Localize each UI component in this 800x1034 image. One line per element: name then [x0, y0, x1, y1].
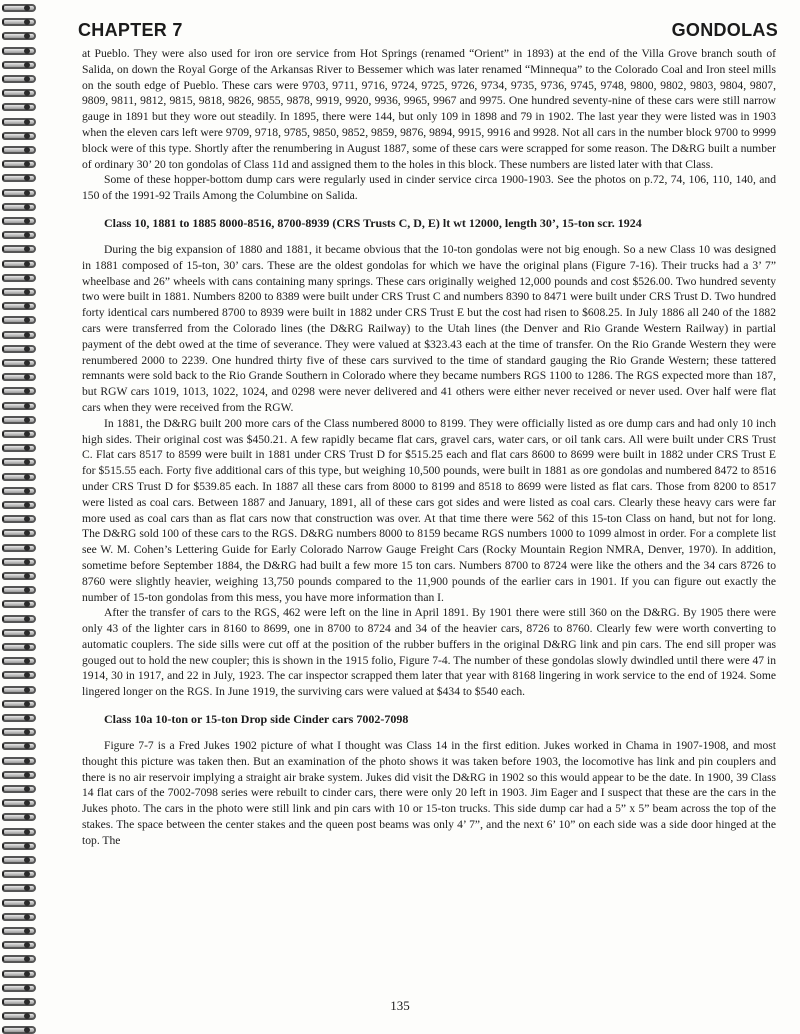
- binding-ring: [2, 274, 38, 283]
- binding-ring: [2, 331, 38, 340]
- binding-ring: [2, 387, 38, 396]
- binding-ring: [2, 444, 38, 453]
- binding-ring: [2, 572, 38, 581]
- binding-ring: [2, 529, 38, 538]
- binding-ring: [2, 75, 38, 84]
- binding-ring: [2, 870, 38, 879]
- binding-ring: [2, 231, 38, 240]
- binding-ring: [2, 32, 38, 41]
- binding-ring: [2, 217, 38, 226]
- binding-ring: [2, 515, 38, 524]
- binding-ring: [2, 757, 38, 766]
- section-heading: Class 10, 1881 to 1885 8000-8516, 8700-8939 (CRS Trusts C, D, E) lt wt 12000, length 30’, 15-ton scr. 1924: [104, 215, 642, 230]
- binding-ring: [2, 302, 38, 311]
- binding-ring: [2, 473, 38, 482]
- binding-ring: [2, 671, 38, 680]
- binding-ring: [2, 458, 38, 467]
- binding-ring: [2, 146, 38, 155]
- binding-ring: [2, 686, 38, 695]
- binding-ring: [2, 288, 38, 297]
- binding-ring: [2, 103, 38, 112]
- binding-ring: [2, 260, 38, 269]
- chapter-title: GONDOLAS: [671, 20, 778, 40]
- binding-ring: [2, 629, 38, 638]
- binding-ring: [2, 316, 38, 325]
- binding-ring: [2, 487, 38, 496]
- binding-ring: [2, 700, 38, 709]
- binding-ring: [2, 714, 38, 723]
- binding-ring: [2, 785, 38, 794]
- binding-ring: [2, 615, 38, 624]
- binding-ring: [2, 160, 38, 169]
- binding-ring: [2, 501, 38, 510]
- paragraph: Figure 7-7 is a Fred Jukes 1902 picture of what I thought was Class 14 in the first edition. Jukes worked in Chama in 1907-1908, and most thought this picture was taken then. But an examination of the photo shows it was taken before 1903, the locomotive has link and pin couplers and there is no air reservoir implying a straight air brake system. Jukes did visit the D&RG in 1902 so this would appear to be the date. In 1900, 39 Class 14 flat cars of the 7002-7098 series were rebuilt to cinder cars, there were only 20 left in 1903. Jim Eager and I suspect that these are the cars in the Jukes photo. The cars in the photo were still link and pin cars with 10 or 15-ton trucks. This side dump car had a 5” x 5” beam across the top of the stakes. The space between the center stakes and the queen post beams was only 4’ 7”, and the next 6’ 10” on each side was a side door hinged at the top. The: [82, 739, 776, 847]
- spiral-binding: [0, 0, 42, 1034]
- binding-ring: [2, 799, 38, 808]
- binding-ring: [2, 970, 38, 979]
- paragraph: During the big expansion of 1880 and 1881, it became obvious that the 10-ton gondolas were not big enough. So a new Class 10 was designed in 1881 composed of 15-ton, 30’ cars. These are the oldest gondolas for which we have the original plans (Figure 7-16). Their trucks had a 3’ 7” wheelbase and 26” wheels with cans containing many springs. These cars originally weighed 12,000 pounds and cost $526.00. Two hundred seventy two were built in 1881. Numbers 8200 to 8389 were built under CRS Trust C and numbers 8390 to 8471 were built under CRS Trust D. Two hundred forty identical cars numbered 8700 to 8939 were built in 1882 under CRS Trust E but the cost had risen to $608.25. In July 1886 all 240 of the 1882 cars were transferred from the Colorado lines (the D&RG Railway) to the Utah lines (the Denver and Rio Grande Western Railway) in partial payment of the debt owed at the time of severance. They were valued at $323.43 each at the time of transfer. On the Rio Grande Western they were renumbered 2000 to 2239. One hundred thirty five of these cars survived to the time of standard gauging the Rio Grande Western; these tattered remnants were sold back to the Rio Grande Southern in Colorado where they became numbers RGS 1100 to 1286. The RGS expected more than 187, but RGW cars 1019, 1013, 1022, 1024, and 0298 were never delivered and 41 others were either never received or never used. Over half were flat cars when they were received from the RGW.: [82, 242, 776, 414]
- binding-ring: [2, 728, 38, 737]
- binding-ring: [2, 955, 38, 964]
- page-header: [78, 20, 778, 46]
- binding-ring: [2, 941, 38, 950]
- binding-ring: [2, 345, 38, 354]
- binding-ring: [2, 884, 38, 893]
- binding-ring: [2, 132, 38, 141]
- paragraph: In 1881, the D&RG built 200 more cars of the Class numbered 8000 to 8199. They were officially listed as ore dump cars and had only 10 inch high sides. Their original cost was $450.21. A few rapidly became flat cars, gravel cars, water cars, or oil tank cars. All were built under CRS Trust C. Flat cars 8517 to 8599 were built in 1881 under CRS Trust D for $515.25 each and flat cars 8600 to 8699 were built in 1882 under CRS Trust E for $515.55 each. Forty five additional cars of this type, but weighing 10,500 pounds, were built in 1881 as ore gondolas and numbered 8472 to 8516 under CRS Trust D for $539.85 each. In 1887 all these cars from 8000 to 8199 and 8518 to 8699 were listed as flat cars. Those from 8200 to 8517 were listed as coal cars. Between 1887 and January, 1891, all of these cars got sides and were listed as coal cars. Clearly these heavy cars were far more used as coal cars than as flat cars now that construction was over. At that time there were 562 of this 15-ton Class on hand, but not for long. The D&RG sold 100 of these cars to the RGS. D&RG numbers 8000 to 8159 became RGS numbers 1000 to 1099 almost in order. For a complete list see W. M. Cohen’s Lettering Guide for Early Colorado Narrow Gauge Freight Cars (Rocky Mountain Region NMRA, Denver, 1970). In addition, sometime before September 1884, the D&RG had built a few more 15 ton cars. Numbers 8700 to 8724 were like the others and the 34 cars 8726 to 8760 were slightly heavier, weighing 13,750 pounds compared to the 11,900 pounds of the earlier cars in 1901. If you can figure out exactly the number of 15-ton gondolas from this mess, you have more information than I.: [82, 416, 776, 604]
- binding-ring: [2, 828, 38, 837]
- binding-ring: [2, 927, 38, 936]
- binding-ring: [2, 359, 38, 368]
- binding-ring: [2, 47, 38, 56]
- binding-ring: [2, 18, 38, 27]
- binding-ring: [2, 600, 38, 609]
- binding-ring: [2, 203, 38, 212]
- paragraph: Some of these hopper-bottom dump cars were regularly used in cinder service circa 1900-1903. See the photos on p.72, 74, 106, 110, 140, and 150 of the 1991-92 Trails Among the Columbine on Salida.: [82, 173, 776, 203]
- binding-ring: [2, 813, 38, 822]
- binding-ring: [2, 544, 38, 553]
- chapter-label: CHAPTER 7: [78, 20, 183, 40]
- binding-ring: [2, 245, 38, 254]
- binding-ring: [2, 842, 38, 851]
- binding-ring: [2, 913, 38, 922]
- binding-ring: [2, 430, 38, 439]
- binding-ring: [2, 558, 38, 567]
- binding-ring: [2, 118, 38, 127]
- binding-ring: [2, 416, 38, 425]
- document-page: [78, 20, 778, 849]
- page-body: [82, 46, 776, 849]
- binding-ring: [2, 586, 38, 595]
- binding-ring: [2, 61, 38, 70]
- binding-ring: [2, 4, 38, 13]
- binding-ring: [2, 657, 38, 666]
- binding-ring: [2, 402, 38, 411]
- binding-ring: [2, 373, 38, 382]
- paragraph: at Pueblo. They were also used for iron ore service from Hot Springs (renamed “Orient” in 1893) at the end of the Villa Grove branch south of Salida, on down the Royal Gorge of the Arkansas River to Bessemer which was later renamed “Minnequa” to the Colorado Coal and Iron steel mills on the south edge of Pueblo. These cars were 9703, 9711, 9716, 9724, 9725, 9726, 9734, 9735, 9736, 9745, 9748, 9800, 9802, 9803, 9804, 9807, 9809, 9811, 9812, 9815, 9818, 9826, 9855, 9878, 9919, 9920, 9936, 9965, 9967 and 9975. One hundred seventy-nine of these cars were still narrow gauge in 1891 but they wore out steadily. In 1895, there were 144, but only 109 in 1898 and 79 in 1902. The last year they were listed was in 1903 when the eleven cars left were 9709, 9718, 9785, 9850, 9852, 9859, 9876, 9894, 9915, 9916 and 9928. Not all cars in the number block 9700 to 9999 block were of this type. Shortly after the renumbering in August 1887, some of these cars were scrapped for some reason. The D&RG built a number of ordinary 30’ 20 ton gondolas of Class 11d and assigned them to the holes in this block. These numbers are listed later with that Class.: [82, 47, 776, 171]
- binding-ring: [2, 1026, 38, 1034]
- binding-ring: [2, 771, 38, 780]
- binding-ring: [2, 643, 38, 652]
- section-heading: Class 10a 10-ton or 15-ton Drop side Cinder cars 7002-7098: [104, 712, 409, 727]
- binding-ring: [2, 189, 38, 198]
- binding-ring: [2, 984, 38, 993]
- binding-ring: [2, 89, 38, 98]
- binding-ring: [2, 899, 38, 908]
- binding-ring: [2, 174, 38, 183]
- paragraph: After the transfer of cars to the RGS, 462 were left on the line in April 1891. By 1901 there were still 360 on the D&RG. By 1905 there were only 43 of the lighter cars in 8160 to 8699, one in 8700 to 8724 and 34 of the heavier cars, 8726 to 8760. Clearly few were worth converting to automatic couplers. The side sills were cut off at the position of the rubber buffers in the original D&RG link and pin cars. The end sill proper was gouged out to hold the new coupler; this is shown in the 1915 folio, Figure 7-4. The number of these gondolas slowly dwindled until there were 47 in 1914, 30 in 1917, and 22 in July, 1923. The car inspector scrapped them later that year with 8168 lingering in work service to the end of 1924. Some lingered longer on the RGS. In June 1919, the surviving cars were valued at $434 to $540 each.: [82, 606, 776, 699]
- binding-ring: [2, 856, 38, 865]
- page-number: 135: [390, 998, 410, 1013]
- binding-ring: [2, 742, 38, 751]
